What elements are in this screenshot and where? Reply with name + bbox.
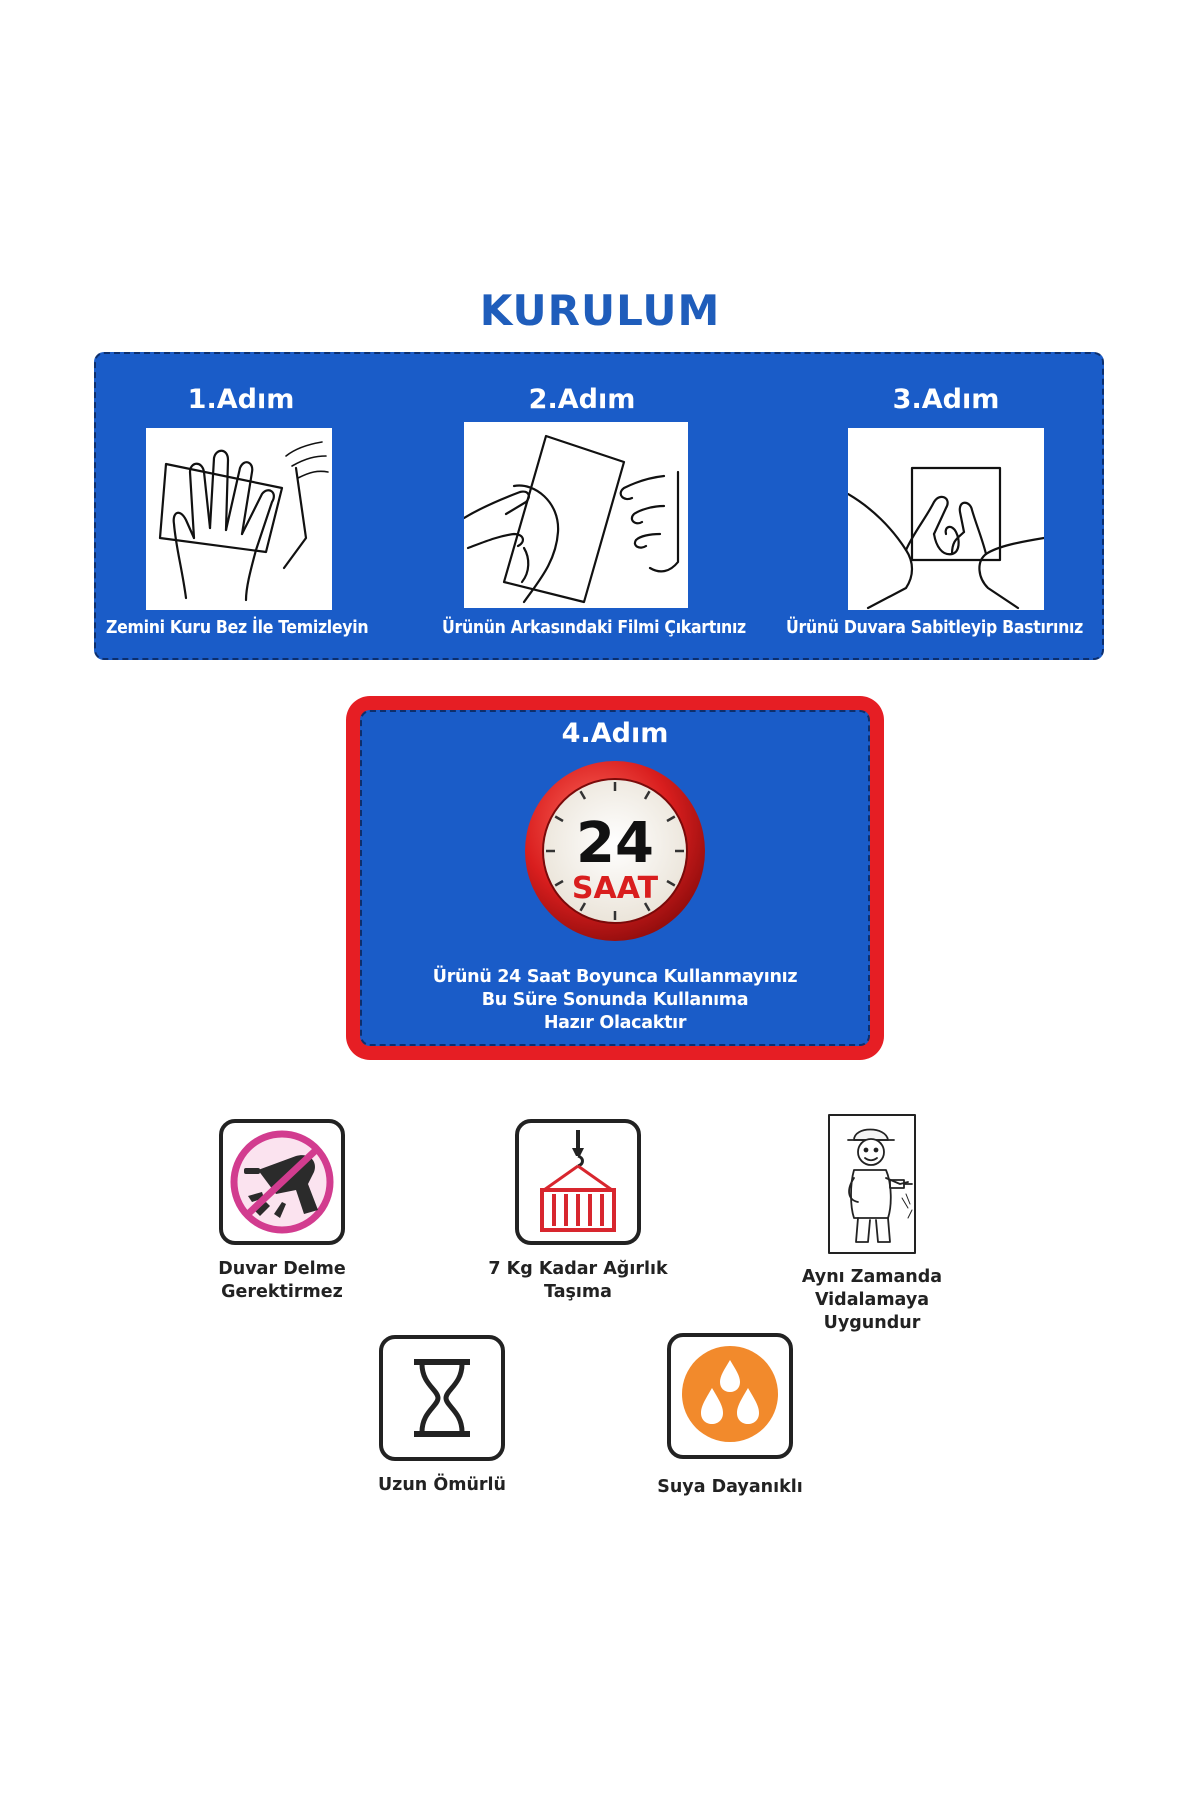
step-4-line-1: Ürünü 24 Saat Boyunca Kullanmayınız [432, 967, 798, 987]
worker-drill-icon [828, 1114, 916, 1254]
no-drill-icon [218, 1118, 346, 1246]
pressing-wall-icon [848, 428, 1044, 610]
crane-load-icon [514, 1118, 642, 1246]
clock-icon [522, 758, 708, 944]
step-2-image [464, 422, 688, 608]
feature-screw-label-line-1: Aynı Zamanda Vidalamaya [801, 1267, 943, 1310]
hand-wiping-icon [146, 428, 332, 610]
hourglass-icon [378, 1334, 506, 1462]
water-drops-icon [666, 1332, 794, 1460]
step-4-line-2: Bu Süre Sonunda Kullanıma [481, 990, 749, 1010]
step-4-line-3: Hazır Olacaktır [543, 1013, 687, 1033]
step-1-title: 1.Adım [187, 384, 295, 415]
step-1-caption: Zemini Kuru Bez İle Temizleyin [106, 618, 369, 638]
step-1 [96, 354, 386, 638]
step-4-title: 4.Adım [561, 718, 669, 749]
feature-water-label: Suya Dayanıklı [657, 1477, 803, 1497]
step-3 [786, 354, 1106, 638]
step-4-panel [346, 696, 884, 1060]
feature-screw-label [766, 1266, 978, 1335]
step-4-text [362, 966, 868, 1035]
step-3-caption: Ürünü Duvara Sabitleyip Bastırınız [786, 618, 1083, 638]
feature-no-drill-label: Duvar Delme Gerektirmez [218, 1259, 346, 1302]
page-title: KURULUM [479, 286, 721, 335]
feature-weight-label: 7 Kg Kadar Ağırlık Taşıma [488, 1259, 668, 1302]
step-3-title: 3.Adım [892, 384, 1000, 415]
step-1-image [146, 428, 332, 610]
feature-long-life-label: Uzun Ömürlü [377, 1475, 507, 1495]
clock-number: 24 [576, 811, 654, 876]
step-2-caption: Ürünün Arkasındaki Filmi Çıkartınız [442, 618, 746, 638]
clock-unit: SAAT [571, 871, 659, 906]
peeling-film-icon [464, 422, 688, 608]
feature-screw-label-line-2: Uygundur [823, 1313, 921, 1333]
step-2-title: 2.Adım [528, 384, 636, 415]
step-3-image [848, 428, 1044, 610]
step-2 [422, 354, 746, 638]
step-4-inner [360, 710, 870, 1046]
steps-panel [94, 352, 1104, 660]
clock-24-hours [522, 758, 708, 944]
